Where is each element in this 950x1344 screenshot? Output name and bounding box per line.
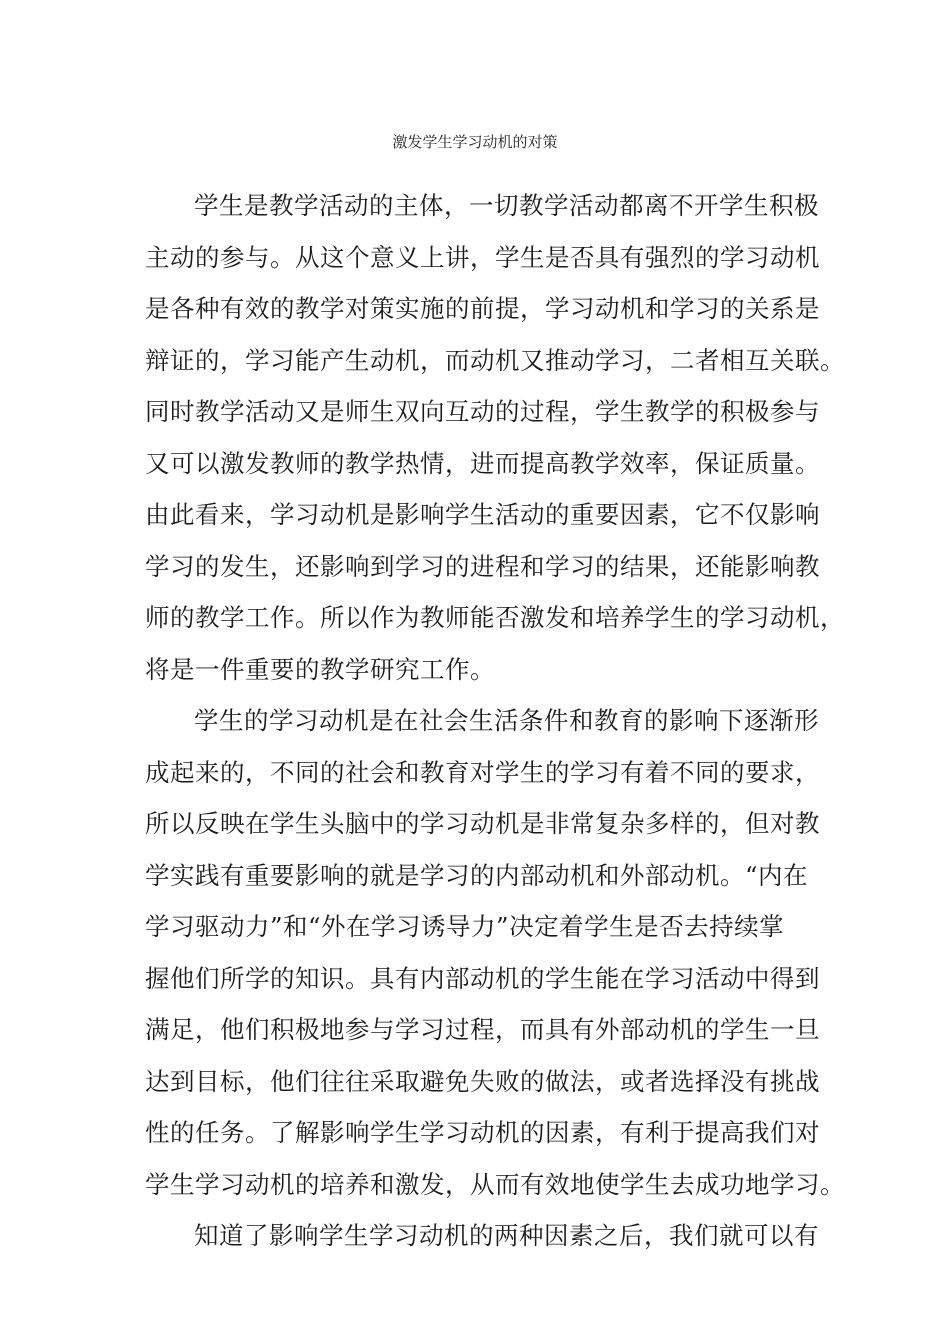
text-line: 学生的学习动机是在社会生活条件和教育的影响下逐渐形: [194, 706, 819, 735]
text-line: 辩证的，学习能产生动机，而动机又推动学习，二者相互关联。: [145, 345, 845, 375]
text-line: 性的任务。了解影响学生学习动机的因素，有利于提高我们对: [145, 1118, 820, 1147]
text-line: 知道了影响学生学习动机的两种因素之后，我们就可以有: [194, 1221, 819, 1250]
text-line: 又可以激发教师的教学热情，进而提高教学效率，保证质量。: [145, 448, 820, 478]
text-line: 师的教学工作。所以作为教师能否激发和培养学生的学习动机，: [145, 603, 845, 632]
text-line: 学习的发生，还影响到学习的进程和学习的结果，还能影响教: [145, 551, 820, 581]
text-line: 学实践有重要影响的就是学习的内部动机和外部动机。“内在: [145, 860, 809, 890]
document-title: 激发学生学习动机的对策: [392, 133, 558, 151]
text-line: 同时教学活动又是师生双向互动的过程，学生教学的积极参与: [145, 397, 820, 426]
text-line: 是各种有效的教学对策实施的前提，学习动机和学习的关系是: [145, 294, 820, 323]
text-line: 握他们所学的知识。具有内部动机的学生能在学习活动中得到: [145, 963, 820, 993]
text-line: 满足，他们积极地参与学习过程，而具有外部动机的学生一旦: [145, 1015, 820, 1044]
text-line: 学习驱动力”和“外在学习诱导力”决定着学生是否去持续掌: [145, 912, 785, 941]
document-body: [145, 180, 845, 1262]
text-line: 将是一件重要的教学研究工作。: [145, 654, 495, 684]
text-line: 成起来的，不同的社会和教育对学生的学习有着不同的要求，: [145, 757, 820, 787]
text-line: 学生是教学活动的主体，一切教学活动都离不开学生积极: [194, 191, 819, 220]
text-line: 学生学习动机的培养和激发，从而有效地使学生去成功地学习。: [145, 1169, 845, 1199]
text-line: 由此看来，学习动机是影响学生活动的重要因素，它不仅影响: [145, 500, 820, 529]
text-line: 主动的参与。从这个意义上讲，学生是否具有强烈的学习动机: [145, 242, 820, 272]
text-line: 所以反映在学生头脑中的学习动机是非常复杂多样的，但对教: [145, 809, 820, 838]
text-line: 达到目标，他们往往采取避免失败的做法，或者选择没有挑战: [145, 1066, 820, 1096]
